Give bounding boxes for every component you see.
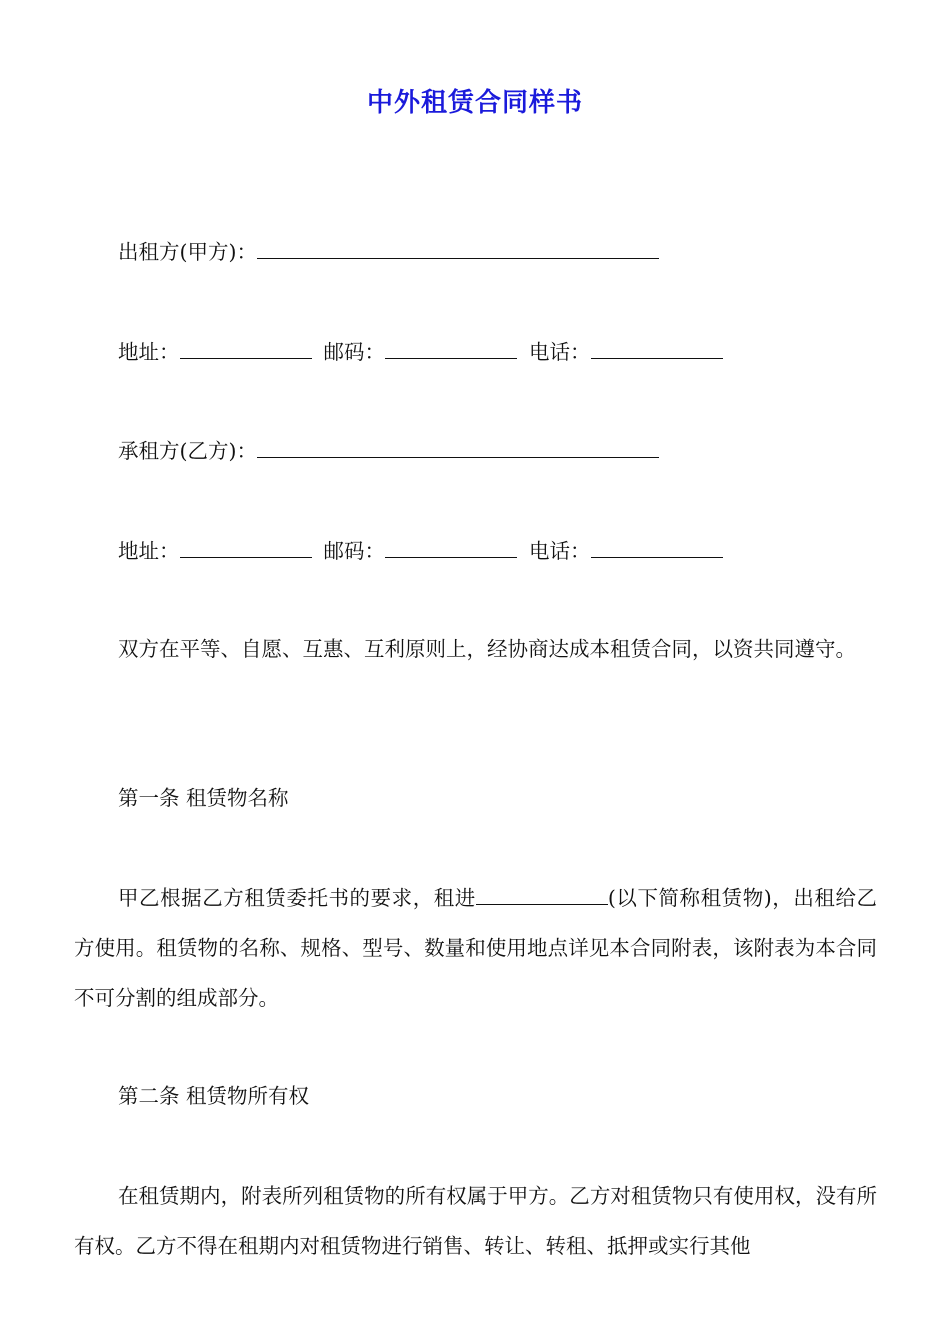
article1-paragraph xyxy=(74,873,877,1023)
preamble-paragraph: 双方在平等、自愿、互惠、互利原则上，经协商达成本租赁合同，以资共同遵守。 xyxy=(118,637,856,661)
article2-paragraph: 在租赁期内，附表所列租赁物的所有权属于甲方。乙方对租赁物只有使用权，没有所有权。乙方不得在租期内对租赁物进行销售、转让、转租、抵押或实行其他 xyxy=(74,1184,877,1258)
article1-heading: 第一条 租赁物名称 xyxy=(118,786,289,810)
lessor-postcode-label: 邮码： xyxy=(323,340,385,364)
lessee-postcode-label: 邮码： xyxy=(323,539,385,563)
document-title: 中外租赁合同样书 xyxy=(366,88,583,118)
lessee-postcode-blank xyxy=(385,535,517,558)
lessee-phone-label: 电话： xyxy=(529,539,591,563)
lessee-phone-blank xyxy=(591,535,723,558)
lessor-line xyxy=(118,236,659,267)
lessee-line xyxy=(118,435,659,466)
article2-heading: 第二条 租赁物所有权 xyxy=(118,1084,310,1108)
article1-text-before: 甲乙根据乙方租赁委托书的要求，租进 xyxy=(118,886,476,910)
lessee-address-label: 地址： xyxy=(118,539,180,563)
lessor-phone-blank xyxy=(591,336,723,359)
lessor-contact-line xyxy=(118,336,723,367)
lessor-postcode-blank xyxy=(385,336,517,359)
lessor-phone-label: 电话： xyxy=(529,340,591,364)
article1-text-after: (以下简称租赁物)，出租给乙方使用。租赁物的名称、规格、型号、数量和使用地点详见本合同附表，该附表为本合同不可分割的组成部分。 xyxy=(74,886,878,1010)
lessee-label: 承租方(乙方)： xyxy=(118,439,257,463)
lessee-address-blank xyxy=(180,535,312,558)
article1-item-blank xyxy=(476,882,608,905)
lessor-label: 出租方(甲方)： xyxy=(118,240,257,264)
lessor-address-label: 地址： xyxy=(118,340,180,364)
lessor-address-blank xyxy=(180,336,312,359)
lessee-name-blank xyxy=(257,435,659,458)
lessor-name-blank xyxy=(257,236,659,259)
lessee-contact-line xyxy=(118,535,723,566)
